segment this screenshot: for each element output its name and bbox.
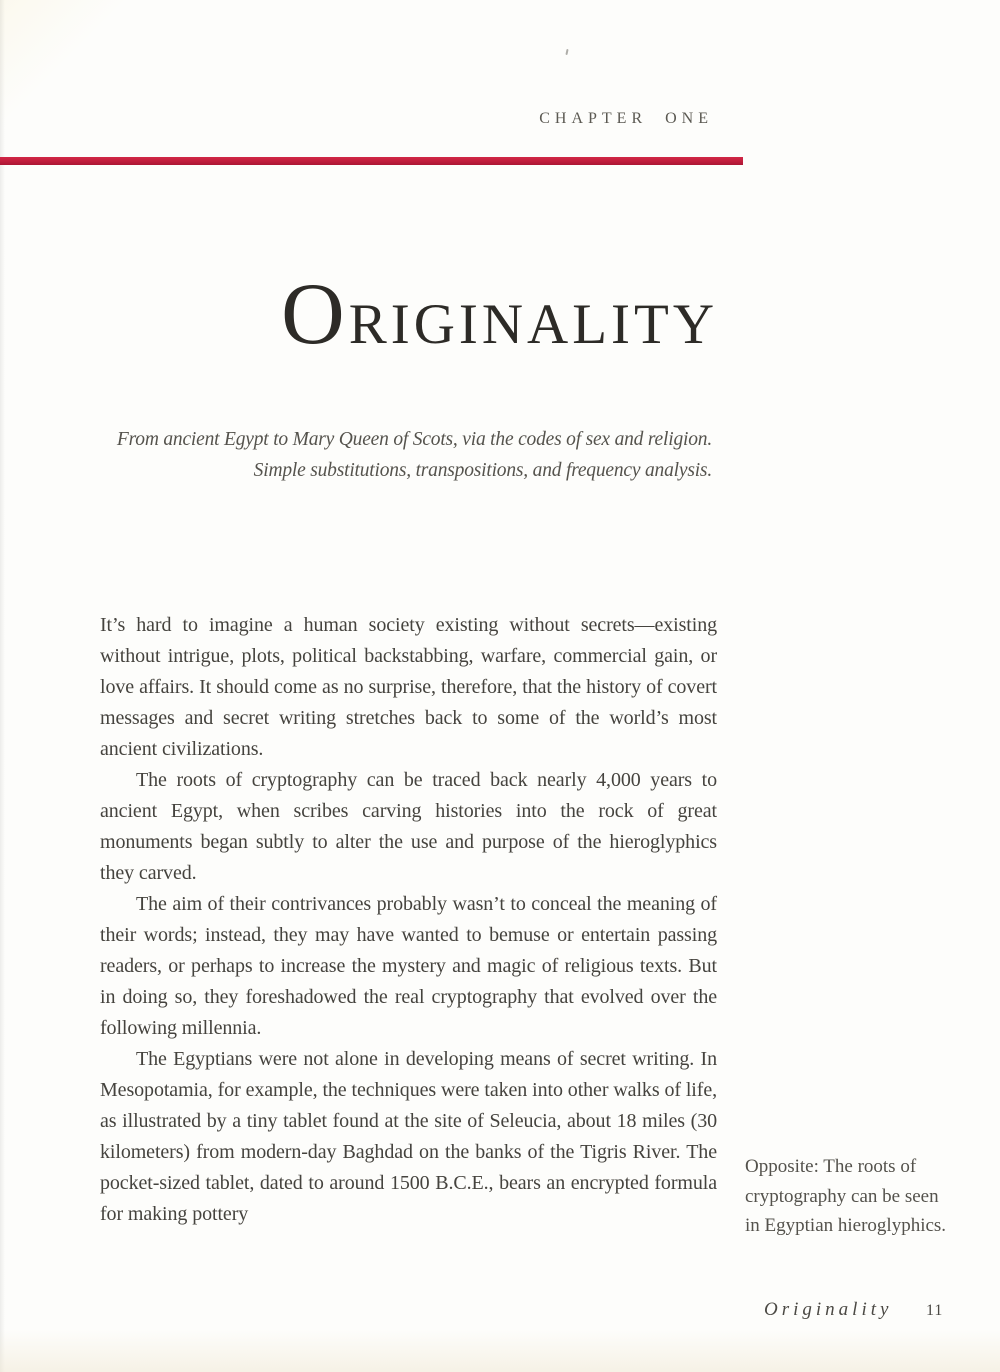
body-paragraph-2: The roots of cryptography can be traced back nearly 4,000 years to ancient Egypt, when scribes carving histories into the rock of great monuments began subtly to alter the use and purpose of the hieroglyphics they carved. (100, 769, 717, 884)
body-paragraph-1: It’s hard to imagine a human society existing without secrets—existing without intrigue, plots, political backstabbing, warfare, commercial gain, or love affairs. It should come as no surprise, therefore, that the history of covert messages and secret writing stretches back to some of the world’s most ancient civilizations. (100, 614, 717, 760)
chapter-rule-divider (0, 157, 743, 165)
margin-note (745, 1152, 960, 1241)
footer-running-title: Originality (764, 1299, 893, 1320)
footer-page-number: 11 (926, 1302, 944, 1319)
chapter-title-rest: RIGINALITY (348, 293, 718, 356)
scan-speck-artifact (565, 49, 568, 55)
body-text (100, 610, 717, 1230)
subtitle-line-1: From ancient Egypt to Mary Queen of Scots, via the codes of sex and religion. (116, 429, 712, 450)
chapter-title (281, 266, 718, 375)
subtitle-line-2: Simple substitutions, transpositions, and frequency analysis. (253, 460, 712, 481)
body-paragraph-4: The Egyptians were not alone in developing means of secret writing. In Mesopotamia, for example, the techniques were taken into other walks of life, as illustrated by a tiny tablet found at the site of Seleucia, about 18 miles (30 kilometers) from modern-day Baghdad on the banks of the Tigris River. The pocket-sized tablet, dated to around 1500 B.C.E., bears an encrypted formula for making pottery (100, 1048, 717, 1225)
margin-note-line-3: in Egyptian hieroglyphics. (745, 1215, 947, 1236)
chapter-label: CHAPTER ONE (539, 110, 713, 127)
margin-note-line-2: cryptography can be seen (745, 1185, 939, 1207)
margin-note-line-1: Opposite: The roots of (745, 1156, 917, 1177)
body-paragraph-3: The aim of their contrivances probably wasn’t to conceal the meaning of their words; instead, they may have wanted to bemuse or entertain passing readers, or perhaps to increase the mystery and magic of religious texts. But in doing so, they foreshadowed the real cryptography that evolved over the following millennia. (100, 893, 717, 1039)
chapter-subtitle (117, 424, 712, 486)
chapter-title-initial: O (281, 266, 349, 363)
